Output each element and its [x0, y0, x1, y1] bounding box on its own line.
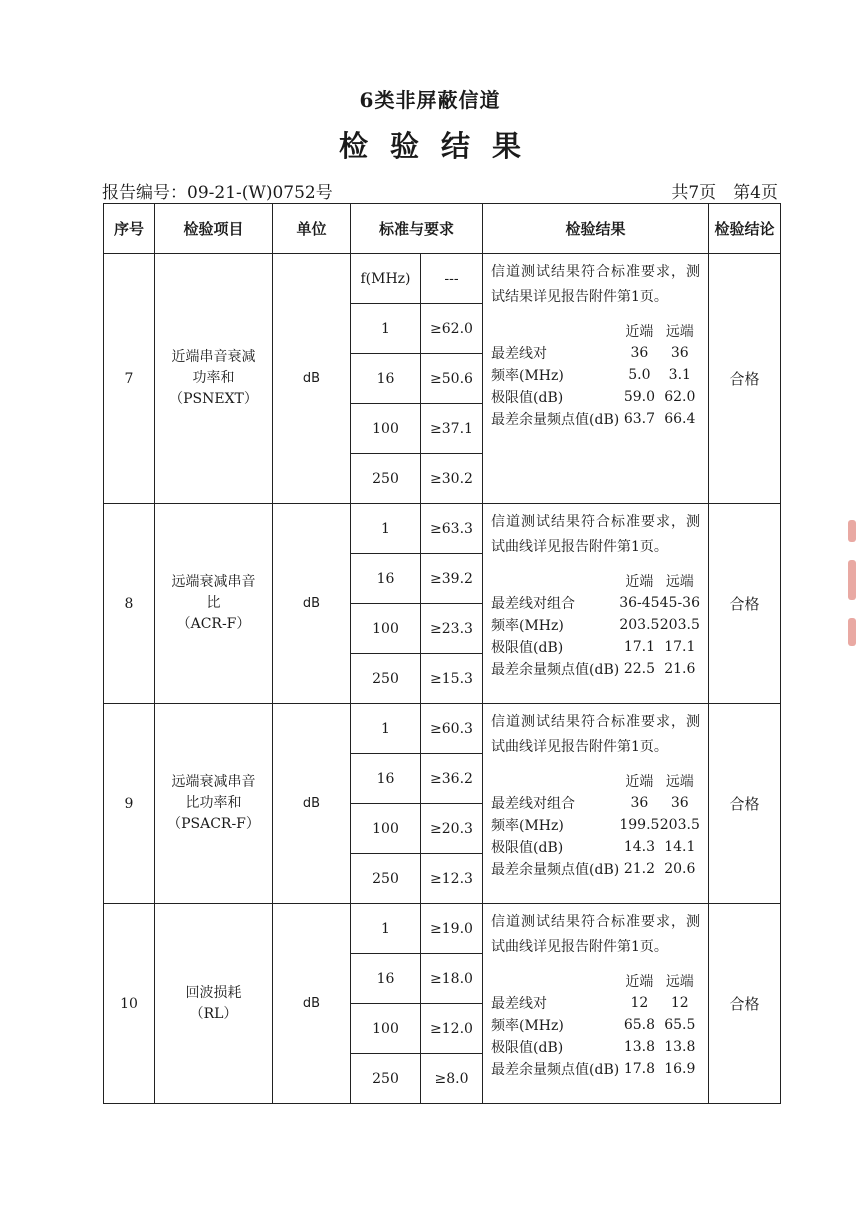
std-freq-cell: 250 [351, 654, 421, 704]
result-near-value: 59.0 [623, 389, 655, 405]
result-col-near: 近端 [625, 774, 654, 790]
result-row [491, 836, 700, 858]
std-freq-cell: 16 [351, 554, 421, 604]
table-body [104, 254, 781, 1104]
result-far-value: 36 [670, 795, 689, 811]
result-cell [483, 904, 709, 1104]
result-label: 最差余量频点值(dB) [491, 412, 620, 428]
result-near-value: 17.1 [623, 639, 655, 655]
std-freq-cell: 100 [351, 404, 421, 454]
header-result: 检验结果 [483, 204, 709, 254]
std-req-header: --- [421, 254, 483, 304]
header-conclusion: 检验结论 [709, 204, 781, 254]
std-req-cell: ≥63.3 [421, 504, 483, 554]
result-col-header [491, 970, 700, 992]
std-freq-cell: 250 [351, 454, 421, 504]
std-freq-cell: 1 [351, 504, 421, 554]
document-subtitle: 6类非屏蔽信道 [359, 88, 501, 112]
result-row [491, 1014, 700, 1036]
result-col-blank [491, 970, 619, 992]
result-far-value: 65.5 [664, 1017, 696, 1033]
std-freq-cell: 100 [351, 804, 421, 854]
std-freq-cell: 100 [351, 604, 421, 654]
result-col-far: 远端 [665, 974, 694, 990]
std-freq-header: f(MHz) [351, 254, 421, 304]
item-line: 近端串音衰减 [171, 349, 256, 365]
result-col-near: 近端 [625, 324, 654, 340]
result-label: 极限值(dB) [491, 640, 564, 656]
result-near-value: 5.0 [628, 367, 651, 383]
result-label: 最差余量频点值(dB) [491, 662, 620, 678]
result-row [491, 408, 700, 430]
result-row [491, 792, 700, 814]
conclusion-cell: 合格 [709, 704, 781, 904]
result-near-value: 17.8 [623, 1061, 655, 1077]
result-near-value: 36 [630, 345, 649, 361]
header-seq: 序号 [104, 204, 155, 254]
table-row [104, 254, 781, 304]
std-freq-cell: 1 [351, 704, 421, 754]
result-far-value: 13.8 [664, 1039, 696, 1055]
result-label: 最差余量频点值(dB) [491, 1062, 620, 1078]
result-description: 信道测试结果符合标准要求，测试结果详见报告附件第1页。 [491, 264, 701, 305]
result-far-value: 20.6 [664, 861, 696, 877]
std-freq-cell: 16 [351, 754, 421, 804]
conclusion-cell: 合格 [709, 504, 781, 704]
result-col-far: 远端 [665, 574, 694, 590]
result-label: 最差线对 [491, 346, 548, 362]
std-req-cell: ≥12.3 [421, 854, 483, 904]
item-cell [155, 904, 273, 1104]
std-req-cell: ≥60.3 [421, 704, 483, 754]
table-row [104, 704, 781, 754]
result-far-value: 14.1 [664, 839, 696, 855]
result-far-value: 16.9 [664, 1061, 696, 1077]
result-far-value: 66.4 [664, 411, 696, 427]
result-far-value: 203.5 [659, 617, 700, 633]
result-label: 频率(MHz) [491, 1018, 564, 1034]
result-row [491, 364, 700, 386]
result-label: 极限值(dB) [491, 840, 564, 856]
unit-cell: dB [273, 704, 351, 904]
result-near-value: 36 [630, 795, 649, 811]
result-col-blank [491, 770, 619, 792]
item-line: 功率和 [192, 370, 235, 386]
result-far-value: 203.5 [659, 817, 700, 833]
result-cell [483, 504, 709, 704]
item-line: （RL） [189, 1005, 238, 1022]
item-line: 远端衰减串音 [171, 574, 256, 590]
std-req-cell: ≥20.3 [421, 804, 483, 854]
std-req-cell: ≥50.6 [421, 354, 483, 404]
unit-cell: dB [273, 504, 351, 704]
std-freq-cell: 100 [351, 1004, 421, 1054]
item-line: 远端衰减串音 [171, 774, 256, 790]
result-far-value: 17.1 [664, 639, 696, 655]
page-indicator: 共7页 第4页 [671, 183, 778, 203]
report-number: 报告编号：09-21-(W)0752号 [102, 183, 333, 203]
result-near-value: 203.5 [619, 617, 660, 633]
result-row [491, 386, 700, 408]
result-col-near: 近端 [625, 574, 654, 590]
result-far-value: 45-36 [659, 595, 700, 611]
std-req-cell: ≥30.2 [421, 454, 483, 504]
result-description: 信道测试结果符合标准要求，测试曲线详见报告附件第1页。 [491, 514, 701, 555]
result-col-header [491, 570, 700, 592]
result-row [491, 614, 700, 636]
result-label: 极限值(dB) [491, 1040, 564, 1056]
seq-cell: 10 [104, 904, 155, 1104]
header-standard: 标准与要求 [351, 204, 483, 254]
std-req-cell: ≥12.0 [421, 1004, 483, 1054]
result-far-value: 3.1 [668, 367, 691, 383]
std-req-cell: ≥23.3 [421, 604, 483, 654]
std-freq-cell: 16 [351, 354, 421, 404]
result-values [491, 570, 700, 680]
result-label: 频率(MHz) [491, 618, 564, 634]
result-near-value: 13.8 [623, 1039, 655, 1055]
result-label: 最差线对组合 [491, 596, 576, 612]
result-far-value: 36 [670, 345, 689, 361]
document-title: 检验结果 [338, 129, 543, 163]
result-row [491, 814, 700, 836]
header-item: 检验项目 [155, 204, 273, 254]
result-values [491, 770, 700, 880]
std-freq-cell: 1 [351, 304, 421, 354]
unit-cell: dB [273, 254, 351, 504]
result-col-header [491, 770, 700, 792]
std-req-cell: ≥37.1 [421, 404, 483, 454]
item-cell [155, 504, 273, 704]
item-cell [155, 254, 273, 504]
result-label: 频率(MHz) [491, 818, 564, 834]
std-req-cell: ≥15.3 [421, 654, 483, 704]
seq-cell: 8 [104, 504, 155, 704]
result-row [491, 1058, 700, 1080]
result-row [491, 592, 700, 614]
std-req-cell: ≥62.0 [421, 304, 483, 354]
result-cell [483, 704, 709, 904]
stamp-edge-mark [848, 520, 858, 680]
std-req-cell: ≥39.2 [421, 554, 483, 604]
seq-cell: 7 [104, 254, 155, 504]
result-description: 信道测试结果符合标准要求，测试曲线详见报告附件第1页。 [491, 914, 701, 955]
item-line: 比 [206, 595, 221, 611]
table-row [104, 504, 781, 554]
result-col-near: 近端 [625, 974, 654, 990]
result-col-far: 远端 [665, 324, 694, 340]
result-row [491, 636, 700, 658]
std-req-cell: ≥36.2 [421, 754, 483, 804]
unit-cell: dB [273, 904, 351, 1104]
item-line: （PSACR-F） [167, 816, 260, 832]
std-req-cell: ≥18.0 [421, 954, 483, 1004]
result-row [491, 658, 700, 680]
item-line: 比功率和 [185, 795, 242, 811]
std-freq-cell: 250 [351, 854, 421, 904]
result-col-blank [491, 570, 619, 592]
result-row [491, 858, 700, 880]
result-col-header [491, 320, 700, 342]
result-near-value: 21.2 [623, 861, 655, 877]
item-cell [155, 704, 273, 904]
result-label: 最差线对 [491, 996, 548, 1012]
result-label: 最差余量频点值(dB) [491, 862, 620, 878]
result-near-value: 199.5 [619, 817, 660, 833]
result-description: 信道测试结果符合标准要求，测试曲线详见报告附件第1页。 [491, 714, 701, 755]
item-line: （ACR-F） [176, 616, 251, 632]
result-row [491, 1036, 700, 1058]
result-label: 极限值(dB) [491, 390, 564, 406]
result-row [491, 342, 700, 364]
item-line: 回波损耗 [185, 984, 242, 1001]
result-values [491, 320, 700, 430]
table-row [104, 904, 781, 954]
conclusion-cell: 合格 [709, 904, 781, 1104]
item-line: （PSNEXT） [169, 391, 258, 407]
result-col-far: 远端 [665, 774, 694, 790]
result-far-value: 62.0 [664, 389, 696, 405]
result-near-value: 22.5 [623, 661, 655, 677]
result-far-value: 12 [670, 995, 689, 1011]
result-near-value: 36-45 [619, 595, 660, 611]
std-freq-cell: 1 [351, 904, 421, 954]
seq-cell: 9 [104, 704, 155, 904]
result-near-value: 12 [630, 995, 649, 1011]
conclusion-cell: 合格 [709, 254, 781, 504]
result-far-value: 21.6 [664, 661, 696, 677]
table-header-row [104, 204, 781, 254]
std-req-cell: ≥19.0 [421, 904, 483, 954]
results-table [103, 203, 781, 1104]
result-row [491, 992, 700, 1014]
result-cell [483, 254, 709, 504]
header-unit: 单位 [273, 204, 351, 254]
result-col-blank [491, 320, 619, 342]
std-freq-cell: 250 [351, 1054, 421, 1104]
result-near-value: 63.7 [623, 411, 655, 427]
result-values [491, 970, 700, 1080]
result-near-value: 14.3 [623, 839, 655, 855]
result-label: 频率(MHz) [491, 368, 564, 384]
std-req-cell: ≥8.0 [421, 1054, 483, 1104]
std-freq-cell: 16 [351, 954, 421, 1004]
result-label: 最差线对组合 [491, 796, 576, 812]
result-near-value: 65.8 [623, 1017, 655, 1033]
